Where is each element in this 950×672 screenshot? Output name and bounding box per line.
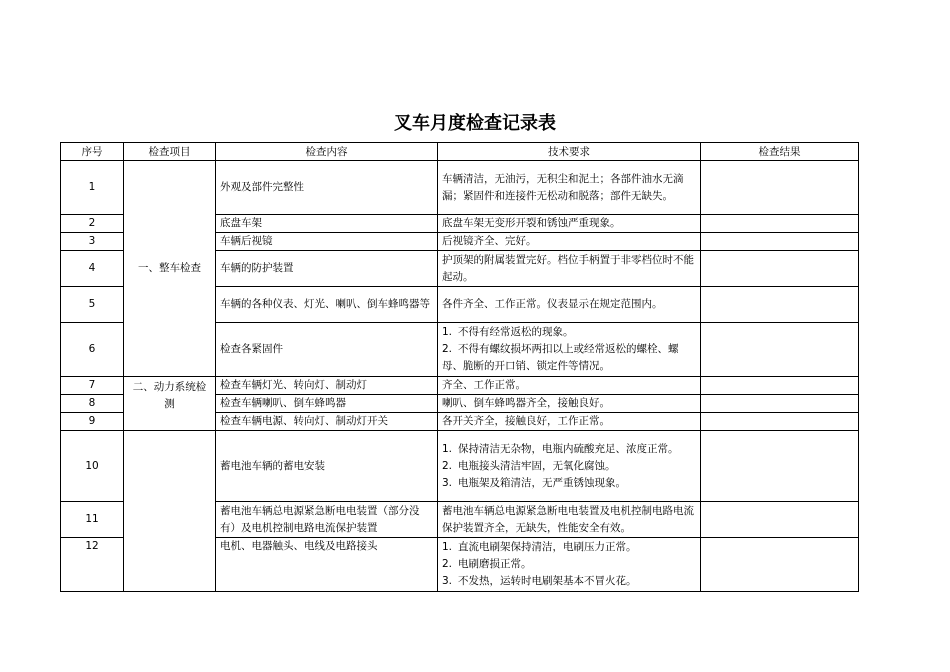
requirement-list-item: 1. 直流电刷架保持清洁，电刷压力正常。 [442, 541, 637, 553]
table-row [61, 431, 859, 502]
group-label-empty [124, 431, 216, 592]
row-seq: 5 [61, 287, 124, 323]
row-requirement: 齐全、工作正常。 [438, 377, 701, 395]
requirement-list-item: 1. 不得有经常返松的现象。 [442, 326, 574, 338]
row-content: 检查车辆电源、转向灯、制动灯开关 [216, 413, 438, 431]
row-requirement: 各件齐全、工作正常。仪表显示在规定范围内。 [438, 287, 701, 323]
row-result-cell[interactable] [701, 233, 859, 251]
requirement-list-item: 2. 电刷磨损正常。 [442, 558, 532, 570]
row-requirement: 护顶架的附属装置完好。档位手柄置于非零档位时不能起动。 [438, 251, 701, 287]
inspection-table [60, 142, 859, 592]
row-content: 蓄电池车辆总电源紧急断电电装置（部分没有）及电机控制电路电流保护装置 [216, 502, 438, 538]
row-requirement [438, 323, 701, 377]
row-requirement: 喇叭、倒车蜂鸣器齐全，接触良好。 [438, 395, 701, 413]
row-requirement: 后视镜齐全、完好。 [438, 233, 701, 251]
header-content: 检查内容 [216, 143, 438, 161]
row-content: 车辆后视镜 [216, 233, 438, 251]
row-content: 底盘车架 [216, 215, 438, 233]
requirement-list-item: 1. 保持清洁无杂物，电瓶内硫酸充足、浓度正常。 [442, 442, 679, 455]
row-result-cell[interactable] [701, 323, 859, 377]
row-result-cell[interactable] [701, 377, 859, 395]
table-header-row [61, 143, 859, 161]
row-seq: 6 [61, 323, 124, 377]
header-seq: 序号 [61, 143, 124, 161]
row-result-cell[interactable] [701, 413, 859, 431]
row-content: 车辆的防护装置 [216, 251, 438, 287]
group-label-power: 二、动力系统检测 [124, 377, 216, 431]
row-requirement: 各开关齐全，接触良好，工作正常。 [438, 413, 701, 431]
row-seq: 8 [61, 395, 124, 413]
requirement-list-item: 2. 不得有螺纹损坏两扣以上或经常返松的螺栓、螺母、脆断的开口销、锁定件等情况。 [442, 343, 679, 372]
row-requirement: 蓄电池车辆总电源紧急断电电装置及电机控制电路电流保护装置齐全，无缺失，性能安全有效。 [438, 502, 701, 538]
row-requirement [438, 538, 701, 592]
row-seq: 9 [61, 413, 124, 431]
row-seq: 12 [61, 538, 124, 592]
row-result-cell[interactable] [701, 538, 859, 592]
row-content: 检查各紧固件 [216, 323, 438, 377]
row-content: 外观及部件完整性 [216, 161, 438, 215]
table-row [61, 377, 859, 395]
row-content: 电机、电器触头、电线及电路接头 [216, 538, 438, 592]
row-result-cell[interactable] [701, 161, 859, 215]
row-result-cell[interactable] [701, 395, 859, 413]
row-content: 检查车辆喇叭、倒车蜂鸣器 [216, 395, 438, 413]
row-result-cell[interactable] [701, 287, 859, 323]
group-label-vehicle: 一、整车检查 [124, 161, 216, 377]
row-result-cell[interactable] [701, 431, 859, 502]
requirement-list-item: 2. 电瓶接头清洁牢固，无氧化腐蚀。 [442, 459, 616, 472]
row-seq: 11 [61, 502, 124, 538]
row-requirement: 底盘车架无变形开裂和锈蚀严重现象。 [438, 215, 701, 233]
row-content: 检查车辆灯光、转向灯、制动灯 [216, 377, 438, 395]
row-requirement: 车辆清洁，无油污，无积尘和泥土；各部件油水无滴漏；紧固件和连接件无松动和脱落；部件无缺失。 [438, 161, 701, 215]
requirement-list-item: 3. 电瓶架及箱清洁，无严重锈蚀现象。 [442, 476, 626, 489]
header-item: 检查项目 [124, 143, 216, 161]
row-seq: 2 [61, 215, 124, 233]
table-row [61, 161, 859, 215]
row-seq: 1 [61, 161, 124, 215]
row-content: 蓄电池车辆的蓄电安装 [216, 431, 438, 502]
page-title: 叉车月度检查记录表 [394, 113, 556, 134]
row-requirement [438, 431, 701, 502]
row-result-cell[interactable] [701, 215, 859, 233]
row-seq: 3 [61, 233, 124, 251]
row-seq: 4 [61, 251, 124, 287]
row-seq: 7 [61, 377, 124, 395]
row-result-cell[interactable] [701, 251, 859, 287]
row-result-cell[interactable] [701, 502, 859, 538]
header-requirement: 技术要求 [438, 143, 701, 161]
requirement-list-item: 3. 不发热，运转时电刷架基本不冒火花。 [442, 575, 637, 587]
header-result: 检查结果 [701, 143, 859, 161]
row-seq: 10 [61, 431, 124, 502]
row-content: 车辆的各种仪表、灯光、喇叭、倒车蜂鸣器等 [216, 287, 438, 323]
